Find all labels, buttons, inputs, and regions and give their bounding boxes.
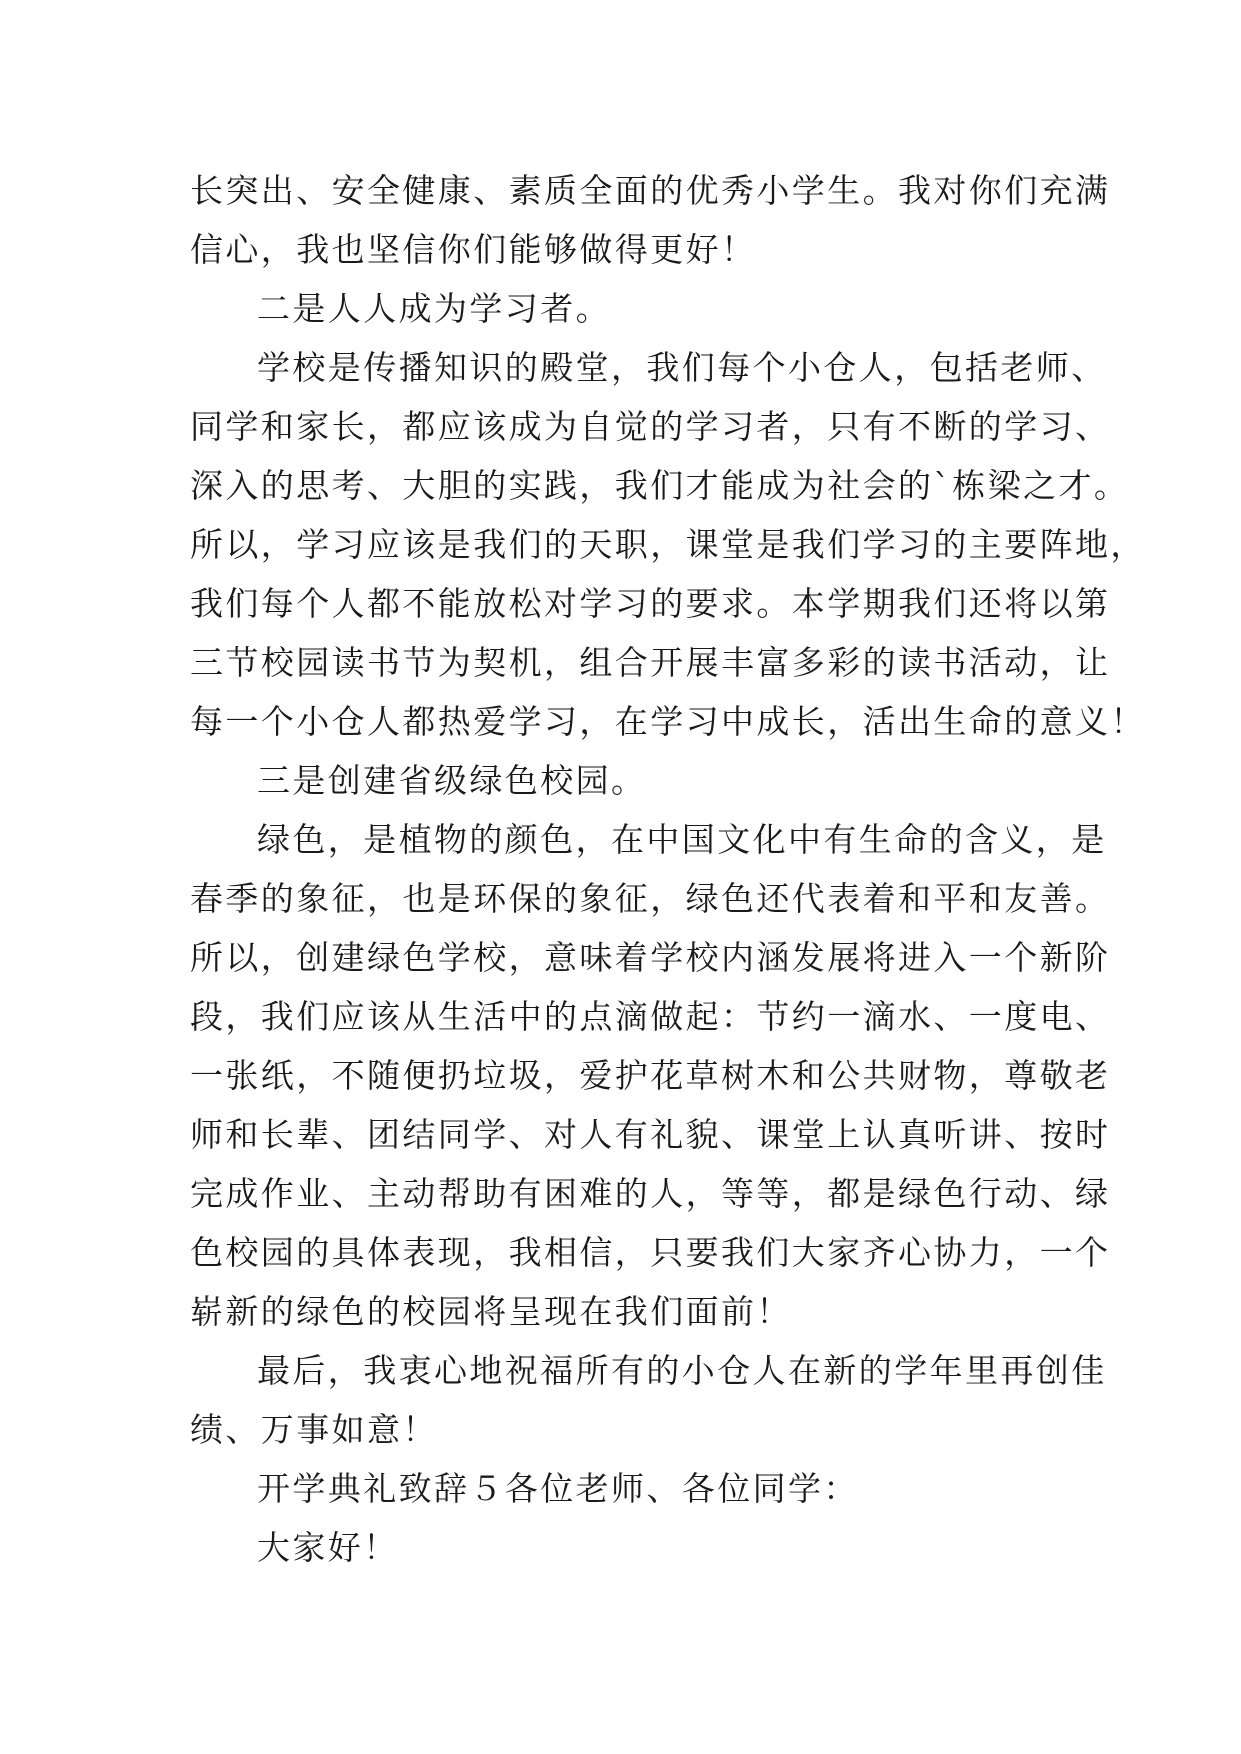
speech-title-line: 开学典礼致辞５各位老师、各位同学：: [257, 1469, 859, 1508]
paragraph-start-line: 最后，我衷心地祝福所有的小仓人在新的学年里再创佳: [257, 1351, 1107, 1390]
paragraph-start-line: 学校是传播知识的殿堂，我们每个小仓人，包括老师、: [257, 348, 1107, 387]
text-line: 完成作业、主动帮助有困难的人，等等，都是绿色行动、绿: [190, 1174, 1111, 1213]
text-line: 绩、万事如意！: [190, 1410, 438, 1449]
text-line: 每一个小仓人都热爱学习，在学习中成长，活出生命的意义！: [190, 702, 1146, 741]
text-line: 春季的象征，也是环保的象征，绿色还代表着和平和友善。: [190, 879, 1111, 918]
paragraph-start-line: 绿色，是植物的颜色，在中国文化中有生命的含义，是: [257, 820, 1107, 859]
text-line: 一张纸，不随便扔垃圾，爱护花草树木和公共财物，尊敬老: [190, 1056, 1111, 1095]
text-line: 信心，我也坚信你们能够做得更好！: [190, 230, 757, 269]
text-line: 所以，学习应该是我们的天职，课堂是我们学习的主要阵地，: [190, 525, 1146, 564]
text-line: 长突出、安全健康、素质全面的优秀小学生。我对你们充满: [190, 171, 1111, 210]
section-heading: 三是创建省级绿色校园。: [257, 761, 647, 800]
document-body: [190, 161, 1146, 1577]
text-line: 我们每个人都不能放松对学习的要求。本学期我们还将以第: [190, 584, 1111, 623]
text-line: 同学和家长，都应该成为自觉的学习者，只有不断的学习、: [190, 407, 1111, 446]
text-line: 深入的思考、大胆的实践，我们才能成为社会的`栋梁之才。: [190, 466, 1130, 505]
greeting-line: 大家好！: [257, 1528, 399, 1567]
section-heading: 二是人人成为学习者。: [257, 289, 611, 328]
text-line: 所以，创建绿色学校，意味着学校内涵发展将进入一个新阶: [190, 938, 1111, 977]
text-line: 色校园的具体表现，我相信，只要我们大家齐心协力，一个: [190, 1233, 1111, 1272]
text-line: 师和长辈、团结同学、对人有礼貌、课堂上认真听讲、按时: [190, 1115, 1111, 1154]
text-line: 崭新的绿色的校园将呈现在我们面前！: [190, 1292, 792, 1331]
text-line: 三节校园读书节为契机，组合开展丰富多彩的读书活动，让: [190, 643, 1111, 682]
text-line: 段，我们应该从生活中的点滴做起：节约一滴水、一度电、: [190, 997, 1111, 1036]
